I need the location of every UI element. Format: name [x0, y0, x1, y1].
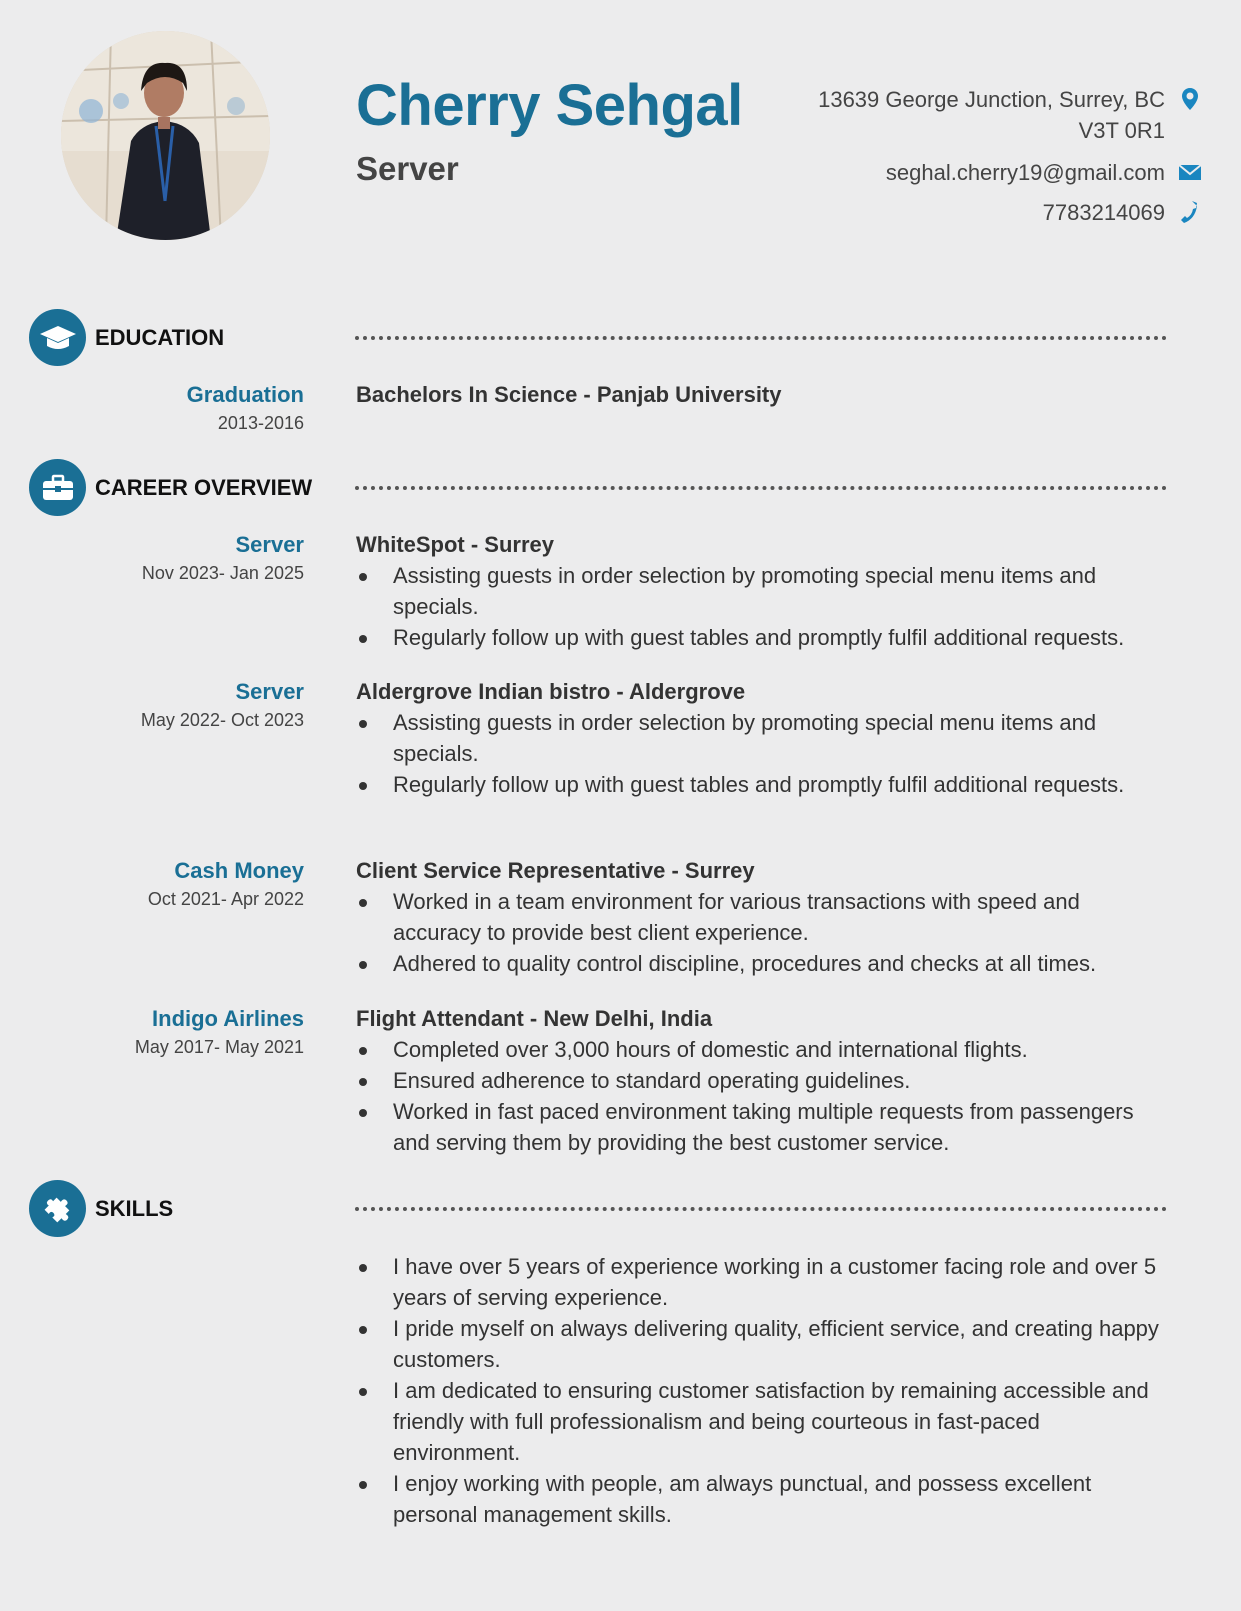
list-item: Adhered to quality control discipline, procedures and checks at all times.: [356, 948, 1171, 979]
candidate-name: Cherry Sehgal: [356, 73, 743, 138]
career-item-left: [80, 677, 304, 733]
envelope-icon: [1178, 160, 1202, 184]
puzzle-piece-icon: [29, 1180, 86, 1237]
career-label: Server: [235, 679, 304, 704]
career-section-header: [29, 459, 1169, 517]
career-heading: Client Service Representative - Surrey: [356, 858, 755, 883]
education-item-right: [356, 380, 1171, 410]
career-item-right: [356, 677, 1171, 800]
education-label: Graduation: [186, 382, 304, 407]
career-bullet-list: [356, 1034, 1171, 1158]
career-bullet-list: [356, 560, 1171, 653]
list-item: Regularly follow up with guest tables and promptly fulfil additional requests.: [356, 622, 1171, 653]
education-section-header: [29, 309, 1169, 367]
skills-title: SKILLS: [95, 1196, 174, 1221]
location-pin-icon: [1178, 87, 1202, 111]
education-heading: Bachelors In Science - Panjab University: [356, 382, 782, 407]
career-heading: Flight Attendant - New Delhi, India: [356, 1006, 713, 1031]
career-dates: May 2022- Oct 2023: [140, 710, 304, 730]
section-divider: [355, 1207, 1167, 1211]
list-item: Worked in fast paced environment taking multiple requests from passengers and serving them by providing the best customer service.: [356, 1096, 1171, 1158]
list-item: Assisting guests in order selection by promoting special menu items and specials.: [356, 707, 1171, 769]
career-bullet-list: [356, 707, 1171, 800]
skills-bullet-list: [356, 1251, 1171, 1530]
address-line-1: 13639 George Junction, Surrey, BC: [818, 87, 1165, 112]
career-heading: Aldergrove Indian bistro - Aldergrove: [356, 679, 746, 704]
skills-section-header: [29, 1180, 1169, 1238]
graduation-cap-icon: [29, 309, 86, 366]
email-text[interactable]: seghal.cherry19@gmail.com: [885, 160, 1165, 185]
career-item-right: [356, 530, 1171, 653]
career-item-left: [80, 856, 304, 912]
career-dates: May 2017- May 2021: [134, 1037, 304, 1057]
career-dates: Nov 2023- Jan 2025: [141, 563, 304, 583]
career-label: Cash Money: [174, 858, 304, 883]
list-item: Worked in a team environment for various transactions with speed and accuracy to provide best client experience.: [356, 886, 1171, 948]
career-item-left: [80, 1004, 304, 1060]
list-item: I pride myself on always delivering quality, efficient service, and creating happy customers.: [356, 1313, 1171, 1375]
career-bullet-list: [356, 886, 1171, 979]
career-item-right: [356, 856, 1171, 979]
career-label: Indigo Airlines: [152, 1006, 304, 1031]
career-item-right: [356, 1004, 1171, 1158]
section-divider: [355, 336, 1167, 340]
career-title: CAREER OVERVIEW: [95, 475, 313, 500]
list-item: I have over 5 years of experience working in a customer facing role and over 5 years of serving experience.: [356, 1251, 1171, 1313]
career-label: Server: [235, 532, 304, 557]
phone-icon: [1178, 200, 1202, 224]
contact-address: [818, 84, 1165, 146]
list-item: I enjoy working with people, am always punctual, and possess excellent personal management skills.: [356, 1468, 1171, 1530]
profile-photo: [61, 31, 270, 240]
address-line-2: V3T 0R1: [1078, 118, 1165, 143]
education-dates: 2013-2016: [217, 413, 304, 433]
education-title: EDUCATION: [95, 325, 225, 350]
skills-list-container: [356, 1251, 1171, 1530]
contact-email[interactable]: [886, 157, 1165, 188]
list-item: Completed over 3,000 hours of domestic and international flights.: [356, 1034, 1171, 1065]
briefcase-icon: [29, 459, 86, 516]
career-item-left: [80, 530, 304, 586]
list-item: Assisting guests in order selection by promoting special menu items and specials.: [356, 560, 1171, 622]
list-item: Regularly follow up with guest tables and promptly fulfil additional requests.: [356, 769, 1171, 800]
list-item: Ensured adherence to standard operating guidelines.: [356, 1065, 1171, 1096]
education-item-left: [80, 380, 304, 436]
career-dates: Oct 2021- Apr 2022: [147, 889, 304, 909]
candidate-role: Server: [356, 150, 459, 187]
contact-phone[interactable]: [1043, 197, 1165, 228]
section-divider: [355, 486, 1167, 490]
list-item: I am dedicated to ensuring customer satisfaction by remaining accessible and friendly with full professionalism and being courteous in fast-paced environment.: [356, 1375, 1171, 1468]
career-heading: WhiteSpot - Surrey: [356, 532, 555, 557]
phone-text[interactable]: 7783214069: [1042, 200, 1165, 225]
